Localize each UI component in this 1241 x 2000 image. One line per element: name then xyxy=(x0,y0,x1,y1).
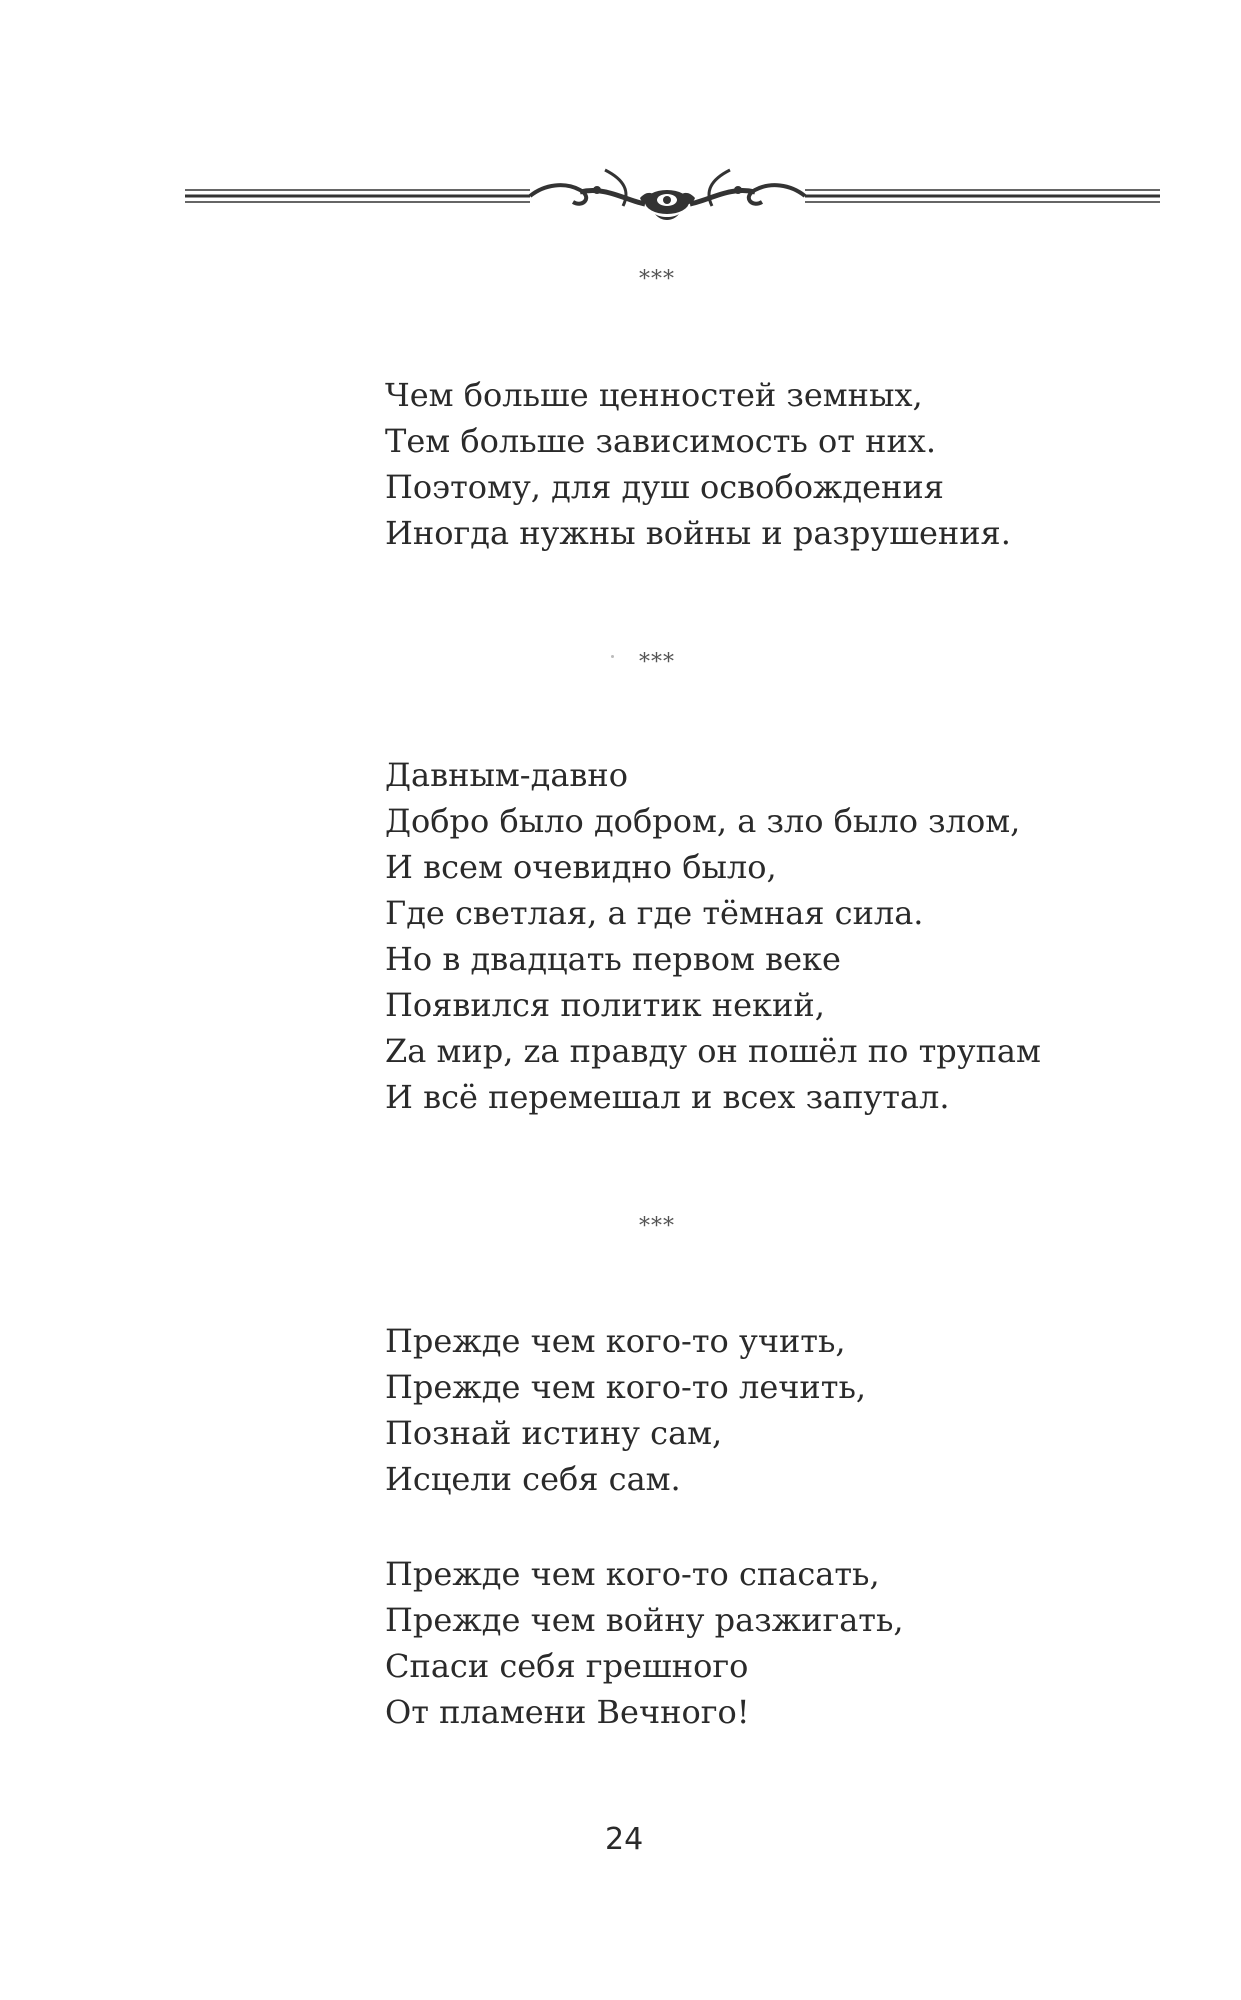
poem-line: Прежде чем кого-то спасать, xyxy=(385,1555,880,1593)
poem-line: Познай истину сам, xyxy=(385,1414,723,1452)
page-number: 24 xyxy=(605,1822,644,1857)
poem-line: Иногда нужны войны и разрушения. xyxy=(385,514,1011,552)
poem-line: Где светлая, а где тёмная сила. xyxy=(385,894,924,932)
poem-line: От пламени Вечного! xyxy=(385,1693,750,1731)
poem-line: И всё перемешал и всех запутал. xyxy=(385,1078,950,1116)
speck-mark xyxy=(611,655,614,658)
poem-3-stanza-1 xyxy=(385,1318,866,1502)
poem-line: Прежде чем войну разжигать, xyxy=(385,1601,904,1639)
poem-line: Появился политик некий, xyxy=(385,986,825,1024)
poem-line: Чем больше ценностей земных, xyxy=(385,376,923,414)
poem-line: Спаси себя грешного xyxy=(385,1647,749,1685)
section-separator: *** xyxy=(639,650,675,675)
poem-line: Исцели себя сам. xyxy=(385,1460,681,1498)
poem-line: Давным-давно xyxy=(385,756,628,794)
poem-line: Но в двадцать первом веке xyxy=(385,940,841,978)
poem-line: Прежде чем кого-то лечить, xyxy=(385,1368,867,1406)
poem-3-stanza-2 xyxy=(385,1551,904,1735)
poem-line: Поэтому, для душ освобождения xyxy=(385,468,944,506)
section-separator: *** xyxy=(639,267,675,292)
poem-line: Тем больше зависимость от них. xyxy=(385,422,936,460)
poem-line: И всем очевидно было, xyxy=(385,848,777,886)
decorative-scroll-icon xyxy=(185,160,1165,230)
poem-1-stanza xyxy=(385,372,1011,556)
poem-line: Прежде чем кого-то учить, xyxy=(385,1322,846,1360)
poem-2-stanza xyxy=(385,752,1041,1120)
poem-line: Добро было добром, а зло было злом, xyxy=(385,802,1021,840)
section-separator: *** xyxy=(639,1214,675,1239)
poem-line: Zа мир, zа правду он пошёл по трупам xyxy=(385,1032,1041,1070)
